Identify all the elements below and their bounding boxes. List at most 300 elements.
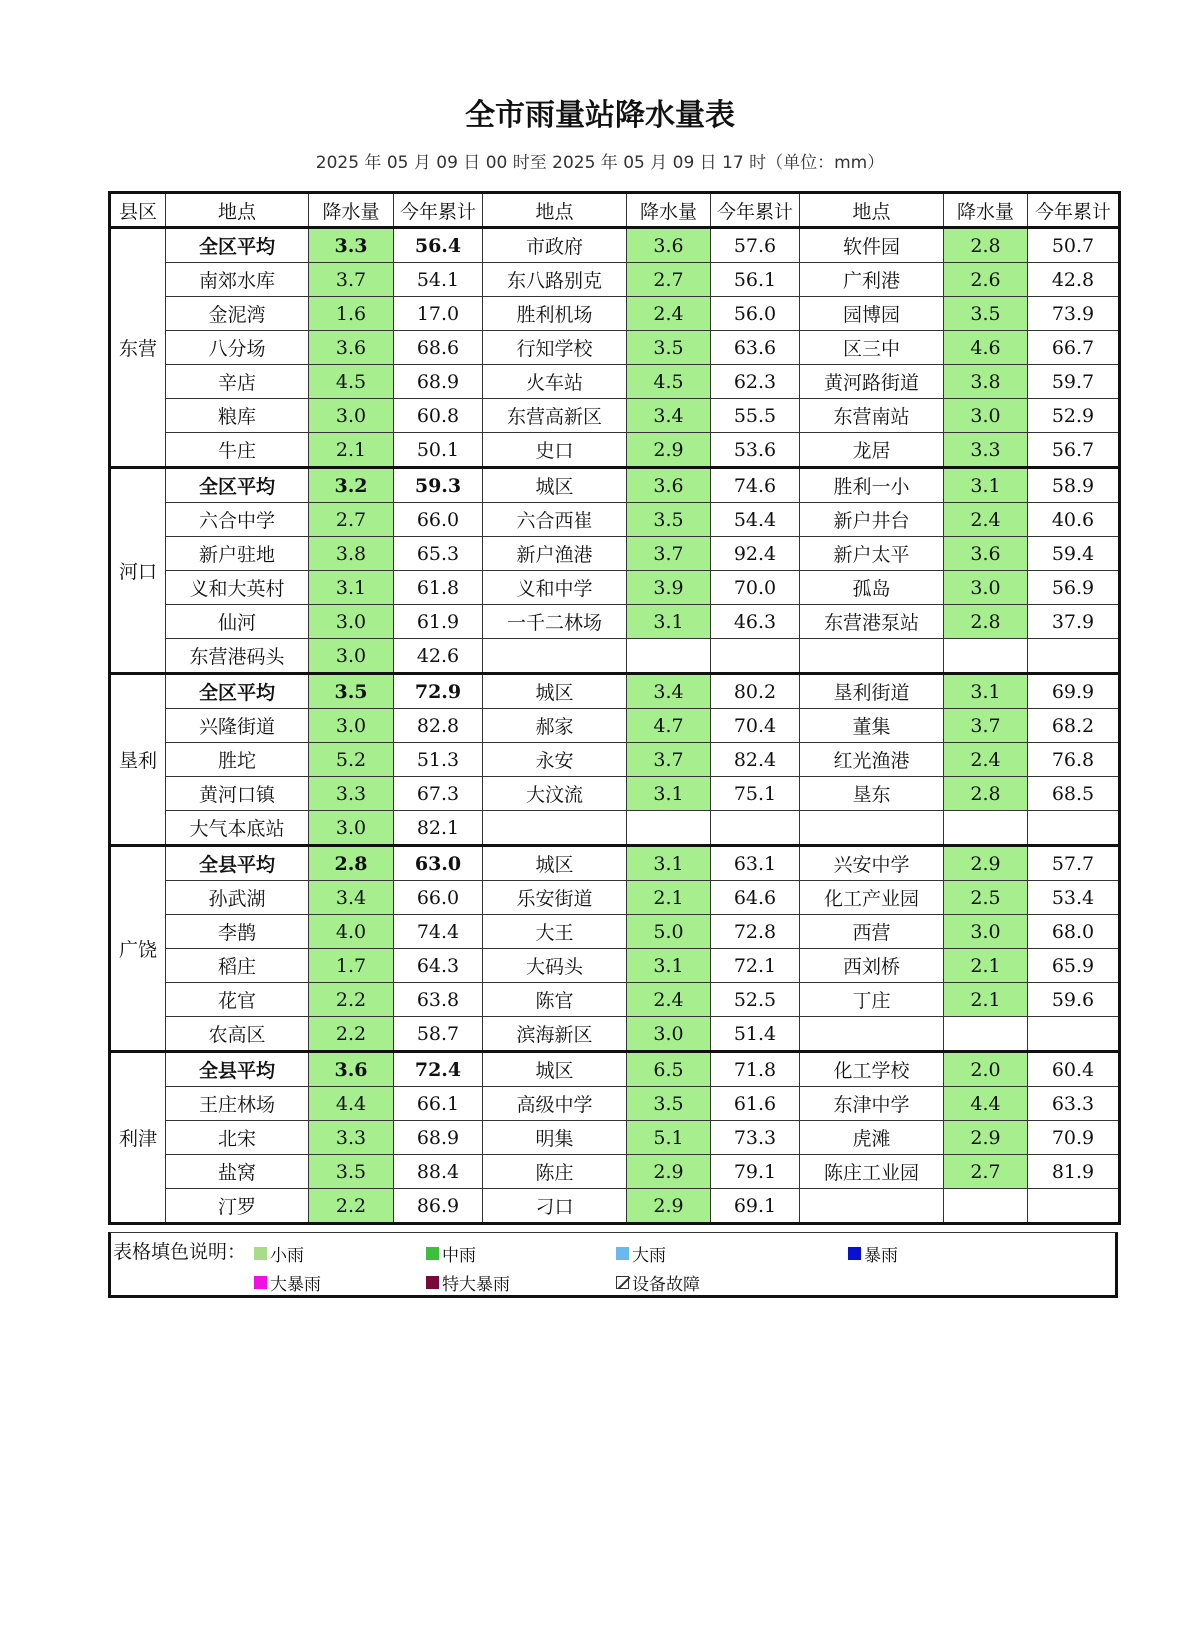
annual-total-cell: 70.0 (711, 571, 800, 605)
rainfall-cell: 2.8 (309, 846, 394, 881)
annual-total-cell: 64.3 (394, 949, 483, 983)
rainfall-cell: 2.4 (944, 503, 1028, 537)
rainfall-cell: 3.1 (627, 777, 711, 811)
annual-total-cell: 59.7 (1028, 365, 1120, 399)
header-annual-total: 今年累计 (1028, 193, 1120, 228)
rainfall-cell: 3.0 (309, 399, 394, 433)
rainfall-cell: 3.4 (309, 881, 394, 915)
legend-item-light-rain (254, 1241, 304, 1266)
table-row (110, 674, 1120, 709)
annual-total-cell: 65.3 (394, 537, 483, 571)
header-rainfall: 降水量 (944, 193, 1028, 228)
table-row (110, 846, 1120, 881)
rainfall-cell: 3.8 (944, 365, 1028, 399)
legend-text: 中雨 (442, 1246, 476, 1266)
rainfall-cell: 3.8 (309, 537, 394, 571)
annual-total-cell: 59.3 (394, 468, 483, 503)
station-name-cell: 大王 (483, 915, 627, 949)
station-name-cell: 仙河 (166, 605, 309, 639)
annual-total-cell: 61.9 (394, 605, 483, 639)
station-name-cell: 新户驻地 (166, 537, 309, 571)
rainfall-cell: 3.3 (309, 777, 394, 811)
header-place: 地点 (800, 193, 944, 228)
rainfall-cell: 3.0 (309, 639, 394, 674)
rainfall-cell: 4.5 (309, 365, 394, 399)
station-name-cell: 城区 (483, 674, 627, 709)
rainfall-cell: 2.1 (944, 983, 1028, 1017)
station-name-cell: 软件园 (800, 228, 944, 263)
rainfall-cell: 3.5 (627, 1087, 711, 1121)
rainfall-cell: 3.3 (309, 1121, 394, 1155)
station-name-cell: 化工学校 (800, 1052, 944, 1087)
legend-item-moderate-rain (426, 1241, 476, 1266)
station-name-cell: 东营港码头 (166, 639, 309, 674)
legend-item-rainstorm (848, 1241, 898, 1266)
annual-total-cell: 70.9 (1028, 1121, 1120, 1155)
table-row (110, 949, 1120, 983)
rainfall-cell: 2.7 (627, 263, 711, 297)
annual-total-cell: 17.0 (394, 297, 483, 331)
rainfall-cell: 5.1 (627, 1121, 711, 1155)
annual-total-cell: 54.4 (711, 503, 800, 537)
annual-total-cell: 66.7 (1028, 331, 1120, 365)
rainfall-cell: 2.9 (627, 1155, 711, 1189)
annual-total-cell: 56.9 (1028, 571, 1120, 605)
rainfall-cell: 3.5 (309, 1155, 394, 1189)
light-rain-swatch (254, 1247, 267, 1260)
table-row (110, 983, 1120, 1017)
rainfall-cell: 3.5 (944, 297, 1028, 331)
station-name-cell: 全区平均 (166, 468, 309, 503)
station-name-cell: 董集 (800, 709, 944, 743)
rainfall-cell: 3.1 (944, 468, 1028, 503)
annual-total-cell: 56.4 (394, 228, 483, 263)
station-name-cell (800, 811, 944, 846)
extreme-rainstorm-swatch (426, 1276, 439, 1289)
rainfall-cell: 3.7 (627, 537, 711, 571)
rainfall-cell: 2.1 (944, 949, 1028, 983)
station-name-cell: 南郊水库 (166, 263, 309, 297)
station-name-cell: 陈官 (483, 983, 627, 1017)
station-name-cell: 东营南站 (800, 399, 944, 433)
station-name-cell: 汀罗 (166, 1189, 309, 1224)
station-name-cell: 陈庄 (483, 1155, 627, 1189)
annual-total-cell: 54.1 (394, 263, 483, 297)
station-name-cell: 全区平均 (166, 228, 309, 263)
annual-total-cell: 37.9 (1028, 605, 1120, 639)
table-row (110, 1121, 1120, 1155)
annual-total-cell: 46.3 (711, 605, 800, 639)
table-row (110, 1052, 1120, 1087)
station-name-cell: 新户井台 (800, 503, 944, 537)
station-name-cell: 火车站 (483, 365, 627, 399)
rainfall-cell: 3.3 (944, 433, 1028, 468)
station-name-cell: 城区 (483, 468, 627, 503)
station-name-cell (800, 639, 944, 674)
annual-total-cell: 81.9 (1028, 1155, 1120, 1189)
station-name-cell: 农高区 (166, 1017, 309, 1052)
station-name-cell: 黄河路街道 (800, 365, 944, 399)
table-row (110, 743, 1120, 777)
annual-total-cell: 72.1 (711, 949, 800, 983)
legend-text: 暴雨 (864, 1246, 898, 1266)
annual-total-cell: 68.9 (394, 1121, 483, 1155)
rainfall-cell: 3.3 (309, 228, 394, 263)
annual-total-cell: 72.8 (711, 915, 800, 949)
annual-total-cell (1028, 639, 1120, 674)
table-row (110, 571, 1120, 605)
heavy-rain-swatch (616, 1247, 629, 1260)
station-name-cell: 滨海新区 (483, 1017, 627, 1052)
annual-total-cell: 56.1 (711, 263, 800, 297)
table-row (110, 1017, 1120, 1052)
header-annual-total: 今年累计 (711, 193, 800, 228)
annual-total-cell: 73.3 (711, 1121, 800, 1155)
station-name-cell: 行知学校 (483, 331, 627, 365)
rainfall-cell: 2.9 (944, 846, 1028, 881)
rainfall-cell: 2.6 (944, 263, 1028, 297)
annual-total-cell: 68.5 (1028, 777, 1120, 811)
rainfall-cell: 1.7 (309, 949, 394, 983)
annual-total-cell: 73.9 (1028, 297, 1120, 331)
annual-total-cell: 69.9 (1028, 674, 1120, 709)
rainfall-cell: 3.6 (309, 1052, 394, 1087)
annual-total-cell: 63.6 (711, 331, 800, 365)
rainfall-cell: 2.9 (944, 1121, 1028, 1155)
table-row (110, 1087, 1120, 1121)
station-name-cell: 高级中学 (483, 1087, 627, 1121)
station-name-cell: 垦利街道 (800, 674, 944, 709)
rainfall-cell: 3.5 (627, 503, 711, 537)
rainfall-cell: 3.1 (627, 846, 711, 881)
station-name-cell: 义和中学 (483, 571, 627, 605)
rainfall-cell: 2.2 (309, 1017, 394, 1052)
table-row (110, 709, 1120, 743)
rainfall-cell: 2.9 (627, 1189, 711, 1224)
rainfall-cell: 5.2 (309, 743, 394, 777)
rainfall-cell (944, 811, 1028, 846)
annual-total-cell: 51.3 (394, 743, 483, 777)
station-name-cell: 孤岛 (800, 571, 944, 605)
legend-text: 特大暴雨 (442, 1275, 510, 1295)
station-name-cell: 兴隆街道 (166, 709, 309, 743)
station-name-cell: 全县平均 (166, 1052, 309, 1087)
station-name-cell: 陈庄工业园 (800, 1155, 944, 1189)
annual-total-cell (1028, 811, 1120, 846)
rainfall-cell: 4.4 (944, 1087, 1028, 1121)
rainfall-cell: 3.1 (627, 949, 711, 983)
rainfall-cell: 4.6 (944, 331, 1028, 365)
rainfall-cell: 2.8 (944, 228, 1028, 263)
rainfall-cell: 3.0 (309, 811, 394, 846)
table-row (110, 605, 1120, 639)
annual-total-cell: 53.4 (1028, 881, 1120, 915)
annual-total-cell: 42.6 (394, 639, 483, 674)
rainfall-cell: 3.7 (944, 709, 1028, 743)
annual-total-cell: 52.5 (711, 983, 800, 1017)
rainfall-cell: 4.4 (309, 1087, 394, 1121)
station-name-cell: 黄河口镇 (166, 777, 309, 811)
rainfall-cell: 3.5 (309, 674, 394, 709)
annual-total-cell: 67.3 (394, 777, 483, 811)
station-name-cell: 西营 (800, 915, 944, 949)
annual-total-cell: 75.1 (711, 777, 800, 811)
annual-total-cell: 68.9 (394, 365, 483, 399)
annual-total-cell: 62.3 (711, 365, 800, 399)
station-name-cell: 城区 (483, 846, 627, 881)
header-county: 县区 (110, 193, 166, 228)
station-name-cell (483, 811, 627, 846)
annual-total-cell (1028, 1017, 1120, 1052)
rainfall-cell: 2.7 (309, 503, 394, 537)
color-legend (108, 1232, 1118, 1298)
rainfall-cell: 3.4 (627, 399, 711, 433)
table-row (110, 1189, 1120, 1224)
annual-total-cell: 60.4 (1028, 1052, 1120, 1087)
rainfall-cell: 2.8 (944, 777, 1028, 811)
rainfall-cell: 3.7 (309, 263, 394, 297)
station-name-cell: 市政府 (483, 228, 627, 263)
station-name-cell: 粮库 (166, 399, 309, 433)
station-name-cell: 兴安中学 (800, 846, 944, 881)
annual-total-cell: 92.4 (711, 537, 800, 571)
annual-total-cell: 76.8 (1028, 743, 1120, 777)
annual-total-cell: 64.6 (711, 881, 800, 915)
annual-total-cell: 70.4 (711, 709, 800, 743)
station-name-cell: 孙武湖 (166, 881, 309, 915)
annual-total-cell: 82.8 (394, 709, 483, 743)
rainfall-cell: 2.2 (309, 1189, 394, 1224)
station-name-cell: 垦东 (800, 777, 944, 811)
legend-text: 设备故障 (632, 1275, 700, 1295)
rainfall-cell: 2.4 (627, 297, 711, 331)
rainfall-cell: 4.0 (309, 915, 394, 949)
station-name-cell: 永安 (483, 743, 627, 777)
annual-total-cell: 53.6 (711, 433, 800, 468)
header-place: 地点 (483, 193, 627, 228)
annual-total-cell: 60.8 (394, 399, 483, 433)
station-name-cell: 盐窝 (166, 1155, 309, 1189)
annual-total-cell: 57.6 (711, 228, 800, 263)
annual-total-cell: 50.7 (1028, 228, 1120, 263)
station-name-cell: 牛庄 (166, 433, 309, 468)
annual-total-cell: 72.9 (394, 674, 483, 709)
page-title: 全市雨量站降水量表 (465, 98, 735, 133)
annual-total-cell: 63.1 (711, 846, 800, 881)
station-name-cell: 辛店 (166, 365, 309, 399)
annual-total-cell: 86.9 (394, 1189, 483, 1224)
rainfall-cell: 4.7 (627, 709, 711, 743)
station-name-cell: 丁庄 (800, 983, 944, 1017)
table-row (110, 297, 1120, 331)
rainfall-cell: 3.9 (627, 571, 711, 605)
station-name-cell (483, 639, 627, 674)
rainfall-cell: 3.2 (309, 468, 394, 503)
station-name-cell: 东津中学 (800, 1087, 944, 1121)
annual-total-cell (711, 811, 800, 846)
station-name-cell: 明集 (483, 1121, 627, 1155)
rainfall-cell (944, 1189, 1028, 1224)
annual-total-cell: 65.9 (1028, 949, 1120, 983)
rainfall-cell: 6.5 (627, 1052, 711, 1087)
annual-total-cell: 57.7 (1028, 846, 1120, 881)
rainfall-table (108, 191, 1121, 1225)
station-name-cell: 园博园 (800, 297, 944, 331)
annual-total-cell: 68.2 (1028, 709, 1120, 743)
station-name-cell: 六合中学 (166, 503, 309, 537)
table-row (110, 263, 1120, 297)
date-range-subtitle: 2025 年 05 月 09 日 00 时至 2025 年 05 月 09 日 17 时（单位：mm） (315, 153, 885, 173)
annual-total-cell: 71.8 (711, 1052, 800, 1087)
station-name-cell: 大码头 (483, 949, 627, 983)
station-name-cell: 八分场 (166, 331, 309, 365)
rainfall-cell: 2.2 (309, 983, 394, 1017)
annual-total-cell: 66.0 (394, 503, 483, 537)
rainfall-cell (627, 639, 711, 674)
rainfall-cell: 3.4 (627, 674, 711, 709)
rainfall-cell: 3.0 (944, 915, 1028, 949)
rainfall-cell: 2.9 (627, 433, 711, 468)
annual-total-cell: 61.8 (394, 571, 483, 605)
county-cell: 利津 (110, 1052, 166, 1224)
legend-label: 表格填色说明： (113, 1241, 247, 1263)
rainstorm-swatch (848, 1247, 861, 1260)
rainfall-cell: 5.0 (627, 915, 711, 949)
rainfall-cell: 3.1 (944, 674, 1028, 709)
station-name-cell: 全县平均 (166, 846, 309, 881)
station-name-cell: 东八路别克 (483, 263, 627, 297)
rainfall-cell: 3.6 (627, 228, 711, 263)
rainfall-cell: 3.6 (309, 331, 394, 365)
station-name-cell: 花官 (166, 983, 309, 1017)
annual-total-cell: 68.6 (394, 331, 483, 365)
annual-total-cell: 68.0 (1028, 915, 1120, 949)
rainfall-cell: 3.1 (309, 571, 394, 605)
station-name-cell: 胜利一小 (800, 468, 944, 503)
annual-total-cell: 58.9 (1028, 468, 1120, 503)
annual-total-cell: 42.8 (1028, 263, 1120, 297)
station-name-cell: 虎滩 (800, 1121, 944, 1155)
table-row (110, 915, 1120, 949)
station-name-cell (800, 1017, 944, 1052)
annual-total-cell: 56.0 (711, 297, 800, 331)
legend-text: 大暴雨 (270, 1275, 321, 1295)
rainfall-cell: 2.4 (944, 743, 1028, 777)
equipment-fault-icon (616, 1276, 629, 1289)
annual-total-cell: 63.8 (394, 983, 483, 1017)
rainfall-cell (944, 1017, 1028, 1052)
rainfall-cell (627, 811, 711, 846)
rainfall-cell: 2.8 (944, 605, 1028, 639)
moderate-rain-swatch (426, 1247, 439, 1260)
annual-total-cell: 61.6 (711, 1087, 800, 1121)
station-name-cell: 红光渔港 (800, 743, 944, 777)
table-row (110, 639, 1120, 674)
header-rainfall: 降水量 (627, 193, 711, 228)
station-name-cell: 东营港泵站 (800, 605, 944, 639)
station-name-cell: 大汶流 (483, 777, 627, 811)
annual-total-cell: 82.1 (394, 811, 483, 846)
rainfall-cell: 3.6 (944, 537, 1028, 571)
station-name-cell (800, 1189, 944, 1224)
rainfall-cell: 2.7 (944, 1155, 1028, 1189)
annual-total-cell (1028, 1189, 1120, 1224)
legend-text: 大雨 (632, 1246, 666, 1266)
station-name-cell: 六合西崔 (483, 503, 627, 537)
annual-total-cell: 59.6 (1028, 983, 1120, 1017)
header-rainfall: 降水量 (309, 193, 394, 228)
heavy-rainstorm-swatch (254, 1276, 267, 1289)
legend-item-extreme-rainstorm (426, 1270, 510, 1295)
legend-item-equipment-fault (616, 1270, 700, 1295)
rainfall-cell: 3.0 (944, 571, 1028, 605)
station-name-cell: 龙居 (800, 433, 944, 468)
station-name-cell: 广利港 (800, 263, 944, 297)
rainfall-cell: 3.7 (627, 743, 711, 777)
table-row (110, 777, 1120, 811)
table-row (110, 881, 1120, 915)
table-row (110, 399, 1120, 433)
annual-total-cell: 50.1 (394, 433, 483, 468)
table-row (110, 468, 1120, 503)
station-name-cell: 新户太平 (800, 537, 944, 571)
annual-total-cell: 80.2 (711, 674, 800, 709)
station-name-cell: 区三中 (800, 331, 944, 365)
station-name-cell: 城区 (483, 1052, 627, 1087)
station-name-cell: 王庄林场 (166, 1087, 309, 1121)
annual-total-cell: 63.0 (394, 846, 483, 881)
rainfall-cell: 3.0 (627, 1017, 711, 1052)
annual-total-cell: 66.1 (394, 1087, 483, 1121)
annual-total-cell: 74.6 (711, 468, 800, 503)
table-row (110, 503, 1120, 537)
county-cell: 广饶 (110, 846, 166, 1052)
county-cell: 东营 (110, 228, 166, 468)
county-cell: 垦利 (110, 674, 166, 846)
annual-total-cell: 74.4 (394, 915, 483, 949)
station-name-cell: 西刘桥 (800, 949, 944, 983)
annual-total-cell: 51.4 (711, 1017, 800, 1052)
station-name-cell: 史口 (483, 433, 627, 468)
county-cell: 河口 (110, 468, 166, 674)
station-name-cell: 乐安街道 (483, 881, 627, 915)
rainfall-cell: 3.0 (309, 605, 394, 639)
table-header-row (110, 193, 1120, 228)
annual-total-cell: 40.6 (1028, 503, 1120, 537)
rainfall-cell: 1.6 (309, 297, 394, 331)
table-row (110, 433, 1120, 468)
annual-total-cell: 55.5 (711, 399, 800, 433)
station-name-cell: 一千二林场 (483, 605, 627, 639)
station-name-cell: 北宋 (166, 1121, 309, 1155)
annual-total-cell: 63.3 (1028, 1087, 1120, 1121)
station-name-cell: 全区平均 (166, 674, 309, 709)
table-row (110, 811, 1120, 846)
station-name-cell: 化工产业园 (800, 881, 944, 915)
annual-total-cell: 56.7 (1028, 433, 1120, 468)
annual-total-cell (711, 639, 800, 674)
rainfall-cell: 4.5 (627, 365, 711, 399)
rainfall-cell: 2.5 (944, 881, 1028, 915)
annual-total-cell: 58.7 (394, 1017, 483, 1052)
table-row (110, 537, 1120, 571)
annual-total-cell: 59.4 (1028, 537, 1120, 571)
annual-total-cell: 88.4 (394, 1155, 483, 1189)
station-name-cell: 胜利机场 (483, 297, 627, 331)
header-place: 地点 (166, 193, 309, 228)
rainfall-cell: 2.1 (627, 881, 711, 915)
table-row (110, 331, 1120, 365)
